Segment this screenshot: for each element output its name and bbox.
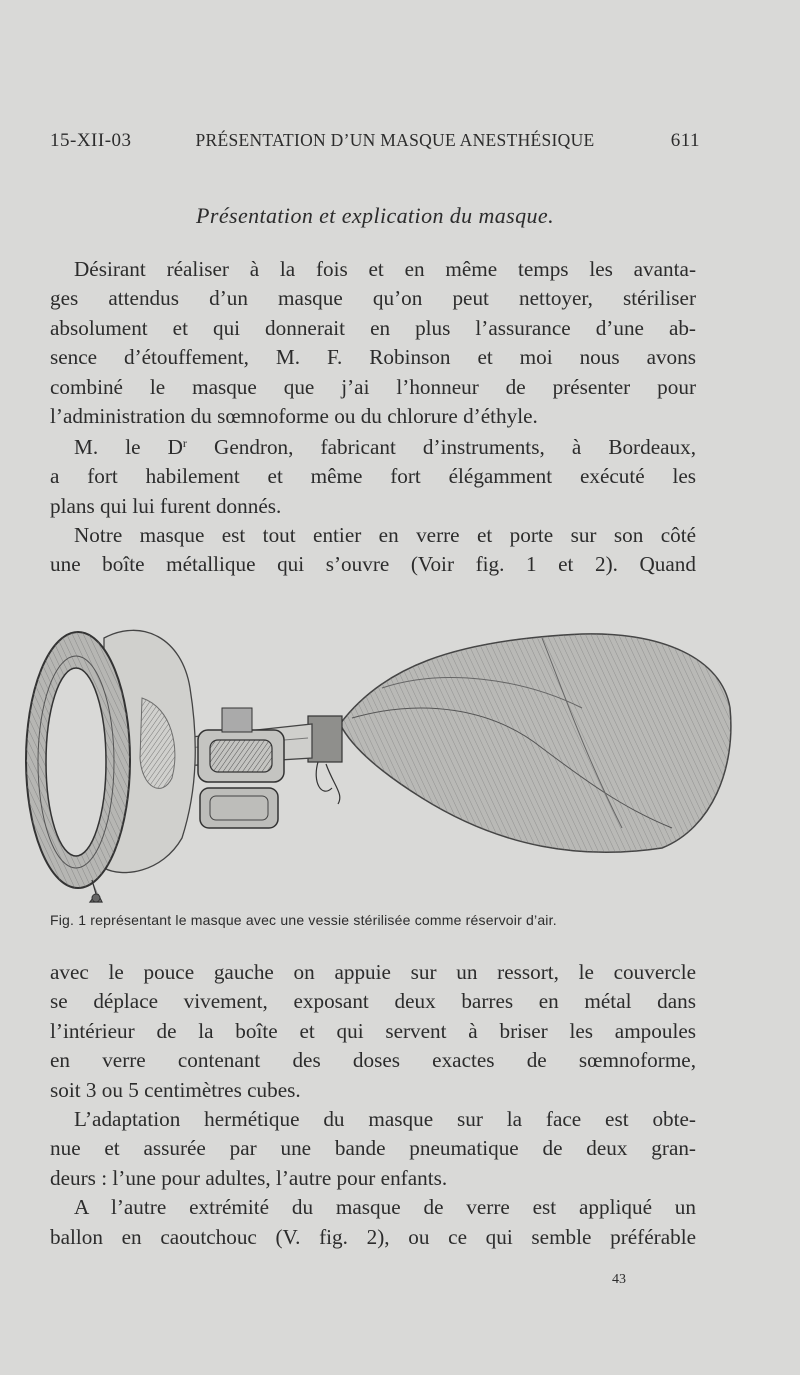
- running-head-date: 15-XII-03: [50, 130, 132, 151]
- text-line: une boîte métallique qui s’ouvre (Voir fig. 1 et 2). Quand: [50, 552, 696, 577]
- text-line: a fort habilement et même fort élégamment exécuté les: [50, 464, 696, 489]
- text-line: l’administration du sœmnoforme ou du chlorure d’éthyle.: [50, 403, 538, 428]
- paragraph-4: [50, 958, 696, 1105]
- text-line: ges attendus d’un masque qu’on peut nettoyer, stériliser: [50, 286, 696, 311]
- page-number: 611: [670, 130, 700, 151]
- signature-mark: 43: [612, 1272, 626, 1287]
- paragraph-2: [50, 433, 696, 521]
- text-line: soit 3 ou 5 centimètres cubes.: [50, 1077, 301, 1102]
- text-line: nue et assurée par une bande pneumatique de deux gran-: [50, 1136, 696, 1161]
- text-line: plans qui lui furent donnés.: [50, 493, 282, 518]
- text-line: absolument et qui donnerait en plus l’assurance d’une ab-: [50, 315, 696, 340]
- text-line: L’adaptation hermétique du masque sur la face est obte-: [74, 1107, 696, 1131]
- section-title: Présentation et explication du masque.: [196, 203, 554, 228]
- paragraph-3: [50, 521, 696, 580]
- text-line: sence d’étouffement, M. F. Robinson et moi nous avons: [50, 345, 696, 370]
- superscript: r: [182, 436, 187, 450]
- text-line: ballon en caoutchouc (V. fig. 2), ou ce qui semble préférable: [50, 1224, 696, 1249]
- text-line: avec le pouce gauche on appuie sur un ressort, le couvercle: [50, 960, 696, 984]
- figure-1-mask-illustration: [22, 598, 734, 908]
- text-line: en verre contenant des doses exactes de sœmnoforme,: [50, 1048, 696, 1073]
- text-line: deurs : l’une pour adultes, l’autre pour enfants.: [50, 1165, 448, 1190]
- text-line: [50, 433, 696, 462]
- running-head: [50, 130, 700, 156]
- paragraph-5: [50, 1105, 696, 1252]
- running-head-title: PRÉSENTATION D’UN MASQUE ANESTHÉSIQUE: [195, 130, 595, 150]
- text-line: Désirant réaliser à la fois et en même temps les avanta-: [74, 257, 696, 281]
- text-fragment: Gendron, fabricant d’instruments, à Bordeaux,: [186, 435, 696, 459]
- paragraph-1: [50, 255, 696, 431]
- text-line: combiné le masque que j’ai l’honneur de présenter pour: [50, 374, 696, 399]
- text-fragment: M. le D: [74, 435, 183, 459]
- text-line: se déplace vivement, exposant deux barres en métal dans: [50, 989, 696, 1014]
- text-line: l’intérieur de la boîte et qui servent à briser les ampoules: [50, 1018, 696, 1043]
- mask-engraving: [22, 598, 734, 908]
- figure-caption: Fig. 1 représentant le masque avec une vessie stérilisée comme réservoir d’air.: [50, 912, 557, 928]
- text-line: A l’autre extrémité du masque de verre est appliqué un: [74, 1195, 696, 1220]
- text-line: Notre masque est tout entier en verre et porte sur son côté: [74, 523, 696, 547]
